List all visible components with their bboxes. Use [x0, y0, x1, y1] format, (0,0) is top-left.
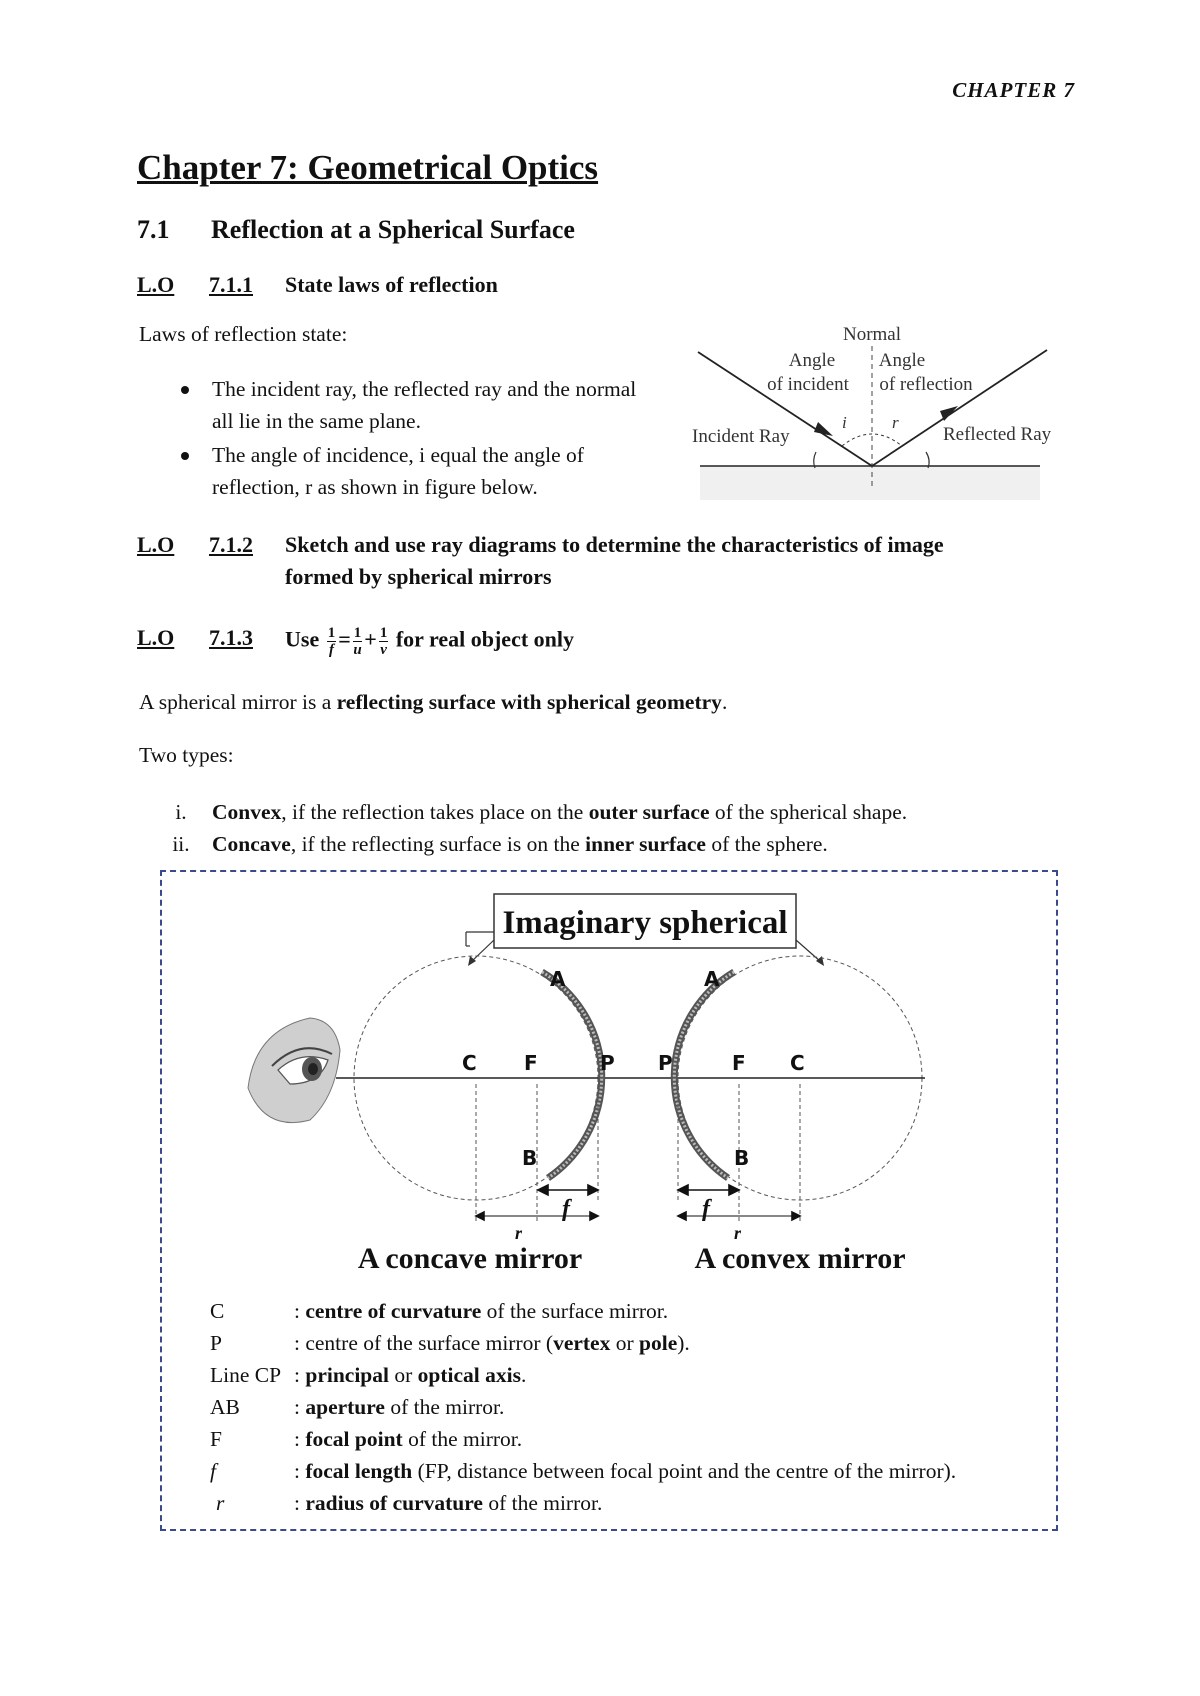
concave-f-length-label: f [562, 1196, 570, 1222]
lo-tag: L.O [137, 625, 175, 650]
concave-mirror [542, 972, 602, 1178]
arrow-icon [678, 1212, 686, 1220]
arrow-icon [588, 1185, 598, 1195]
legend-row: F : focal point of the mirror. [210, 1427, 523, 1451]
pointer-left [471, 940, 494, 962]
convex-p-label: P [658, 1051, 673, 1075]
convex-r-label: r [734, 1223, 742, 1243]
pointer-right [796, 940, 821, 962]
incident-ray [698, 352, 872, 466]
mirror-surface [700, 466, 1040, 500]
concave-caption: A concave mirror [357, 1242, 583, 1275]
lo-tag: L.O [137, 532, 175, 557]
incident-arrow-icon [814, 422, 833, 436]
concave-a-label: A [550, 967, 566, 991]
lo-number: 7.1.3 [209, 625, 253, 650]
lo-text: State laws of reflection [285, 272, 498, 297]
arrow-icon [468, 956, 476, 966]
legend-row: Line CP : principal or optical axis. [210, 1363, 527, 1387]
arrow-icon [816, 956, 824, 966]
concave-p-label: P [600, 1051, 615, 1075]
angle-incident-label: of incident [767, 374, 849, 395]
law-item: The angle of incidence, i equal the angle of reflection, r as shown in figure below. [178, 439, 638, 503]
type-item: i. Convex, if the reflection takes place on the outer surface of the spherical shape. [175, 800, 908, 824]
legend-row: r : radius of curvature of the mirror. [216, 1491, 603, 1515]
mirror-types-list [150, 796, 907, 860]
legend-row: AB : aperture of the mirror. [210, 1395, 505, 1419]
reflection-diagram [690, 318, 1070, 500]
arrow-icon [792, 1212, 800, 1220]
law-item: The incident ray, the reflected ray and the normal all lie in the same plane. [178, 373, 638, 437]
legend-row: C : centre of curvature of the surface mirror. [210, 1299, 669, 1323]
fraction-v: $\frac{1}{v}$ [379, 625, 388, 658]
concave-f-label: F [524, 1051, 538, 1075]
incident-ray-label: Incident Ray [692, 426, 790, 447]
pointer-curve [468, 934, 494, 948]
section-number: 7.1 [137, 215, 170, 244]
running-header: CHAPTER 7 [952, 78, 1075, 102]
legend [210, 1295, 956, 1519]
lo-text: Use $\frac{1}{f}$ = $\frac{1}{u}$ + $\frac{1}{v}$ for real object only [285, 625, 575, 658]
fraction-u: $\frac{1}{u}$ [353, 625, 362, 658]
type-item: ii. Concave, if the reflecting surface is on the inner surface of the sphere. [172, 832, 828, 856]
fraction-f: $\frac{1}{f}$ [327, 625, 336, 658]
lo-number: 7.1.1 [209, 272, 253, 297]
lo-tag: L.O [137, 272, 175, 297]
concave-r-label: r [515, 1223, 523, 1243]
arrow-icon [590, 1212, 598, 1220]
convex-caption: A convex mirror [694, 1242, 906, 1275]
convex-a-label: A [704, 967, 720, 991]
angle-reflection-label: of reflection [879, 374, 973, 395]
lo-text: Sketch and use ray diagrams to determine the characteristics of image formed by spherical mirrors [285, 532, 944, 589]
angle-i-label: i [842, 413, 847, 432]
concave-b-label: B [522, 1146, 538, 1170]
arrow-icon [678, 1185, 688, 1195]
imaginary-label: Imaginary spherical [502, 905, 788, 941]
convex-b-label: B [734, 1146, 750, 1170]
normal-label: Normal [842, 324, 902, 345]
section-heading: Reflection at a Spherical Surface [211, 215, 575, 244]
arrow-icon [476, 1212, 484, 1220]
two-types-label: Two types: [139, 743, 234, 767]
pointer-aux [446, 936, 494, 942]
reflected-ray-label: Reflected Ray [943, 424, 1052, 445]
angle-reflection-label: Angle [878, 350, 926, 371]
laws-intro: Laws of reflection state: [139, 322, 348, 346]
angle-r-label: r [892, 413, 899, 432]
arrow-icon [538, 1185, 548, 1195]
arrow-icon [729, 1185, 739, 1195]
mirror-diagram [160, 870, 1058, 1290]
mirror-definition: A spherical mirror is a reflecting surface with spherical geometry. [139, 690, 728, 714]
learning-outcome-713 [137, 625, 574, 658]
learning-outcome-712 [137, 532, 944, 593]
legend-row: P : centre of the surface mirror (vertex or pole). [210, 1331, 690, 1355]
chapter-title: Chapter 7: Geometrical Optics [137, 148, 599, 187]
concave-c-label: C [462, 1051, 477, 1075]
learning-outcome-711 [137, 272, 498, 298]
concave-mirror-hatch [542, 972, 602, 1178]
legend-row: f : focal length (FP, distance between focal point and the centre of the mirror). [210, 1459, 957, 1483]
section-title [137, 215, 575, 245]
convex-f-length-label: f [702, 1196, 710, 1222]
convex-f-label: F [732, 1051, 746, 1075]
lo-number: 7.1.2 [209, 532, 253, 557]
eye-icon [248, 1018, 340, 1123]
angle-incident-label: Angle [788, 350, 836, 371]
laws-list [178, 373, 638, 505]
convex-c-label: C [790, 1051, 805, 1075]
